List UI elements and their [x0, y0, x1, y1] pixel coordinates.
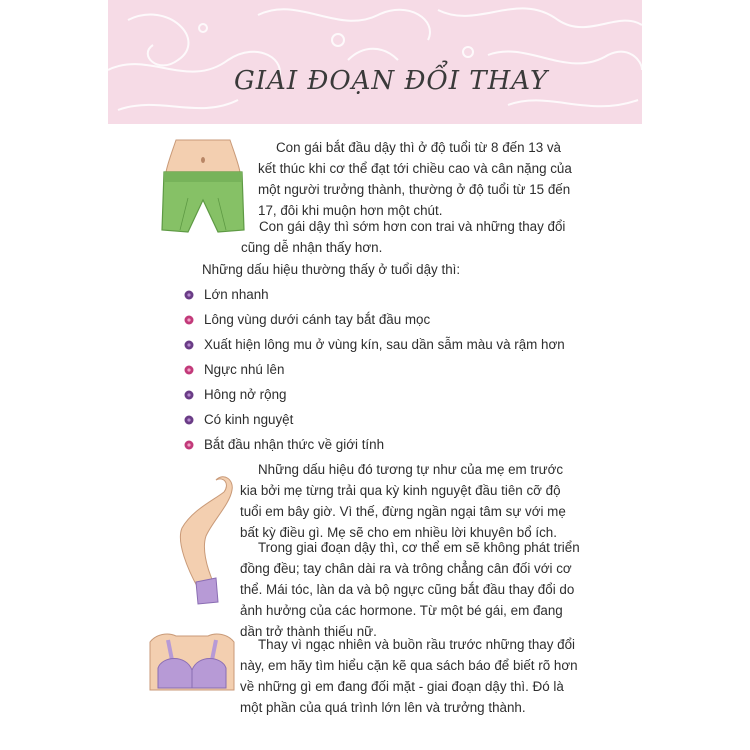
list-item: Lớn nhanh: [184, 282, 565, 307]
page-title: GIAI ĐOẠN ĐỔI THAY: [234, 66, 549, 96]
list-item: Có kinh nguyệt: [184, 407, 565, 432]
paragraph-5: Thay vì ngạc nhiên và buồn rầu trước những thay đổi này, em hãy tìm hiểu cặn kẽ qua sách báo để biết rõ hơn về những gì em đang đối mặt - giai đoạn dậy thì. Đó là một phần của quá trình lớn lên và trưởng thành.: [240, 637, 578, 715]
bra-illustration: [146, 630, 238, 702]
list-item: Hông nở rộng: [184, 382, 565, 407]
flower-bullet-icon: [184, 290, 194, 300]
paragraph-3: Những dấu hiệu đó tương tự như của mẹ em trước kia bởi mẹ từng trải qua kỳ kinh nguyệt đầu tiên cỡ độ tuổi em bây giờ. Vì thế, đừng ngần ngại tâm sự với mẹ bất kỳ điều gì. Mẹ sẽ cho em nhiều lời khuyên bổ ích.: [240, 462, 566, 540]
paragraph-4: Trong giai đoạn dậy thì, cơ thể em sẽ không phát triển đồng đều; tay chân dài ra và trông chẳng cân đối với cơ thể. Mái tóc, làn da và bộ ngực cũng bắt đầu thay đổi do ảnh hưởng của các hormone. Từ một bé gái, em đang dần trở thành thiếu nữ.: [240, 540, 580, 639]
flower-bullet-icon: [184, 340, 194, 350]
flower-bullet-icon: [184, 415, 194, 425]
list-item: Bắt đầu nhận thức về giới tính: [184, 432, 565, 457]
list-item: Lông vùng dưới cánh tay bắt đầu mọc: [184, 307, 565, 332]
list-item: Xuất hiện lông mu ở vùng kín, sau dần sẫm màu và rậm hơn: [184, 332, 565, 357]
flower-bullet-icon: [184, 440, 194, 450]
intro-paragraph-1: Con gái bắt đầu dậy thì ở độ tuổi từ 8 đến 13 và kết thúc khi cơ thể đạt tới chiều cao và cân nặng của một người trưởng thành, thường ở độ tuổi từ 15 đến 17, đôi khi muộn hơn một chút.: [258, 140, 572, 218]
decorative-swirls: [108, 0, 642, 124]
arm-illustration: [158, 470, 238, 610]
signs-list: [184, 282, 565, 457]
flower-bullet-icon: [184, 365, 194, 375]
flower-bullet-icon: [184, 390, 194, 400]
book-page: [108, 0, 642, 750]
list-item: Ngực nhú lên: [184, 357, 565, 382]
page-header: [108, 0, 642, 124]
flower-bullet-icon: [184, 315, 194, 325]
signs-heading: Những dấu hiệu thường thấy ở tuổi dậy thì:: [202, 262, 461, 277]
hips-illustration: [158, 138, 248, 236]
intro-paragraph-2: Con gái dậy thì sớm hơn con trai và những thay đổi cũng dễ nhận thấy hơn.: [241, 219, 566, 255]
